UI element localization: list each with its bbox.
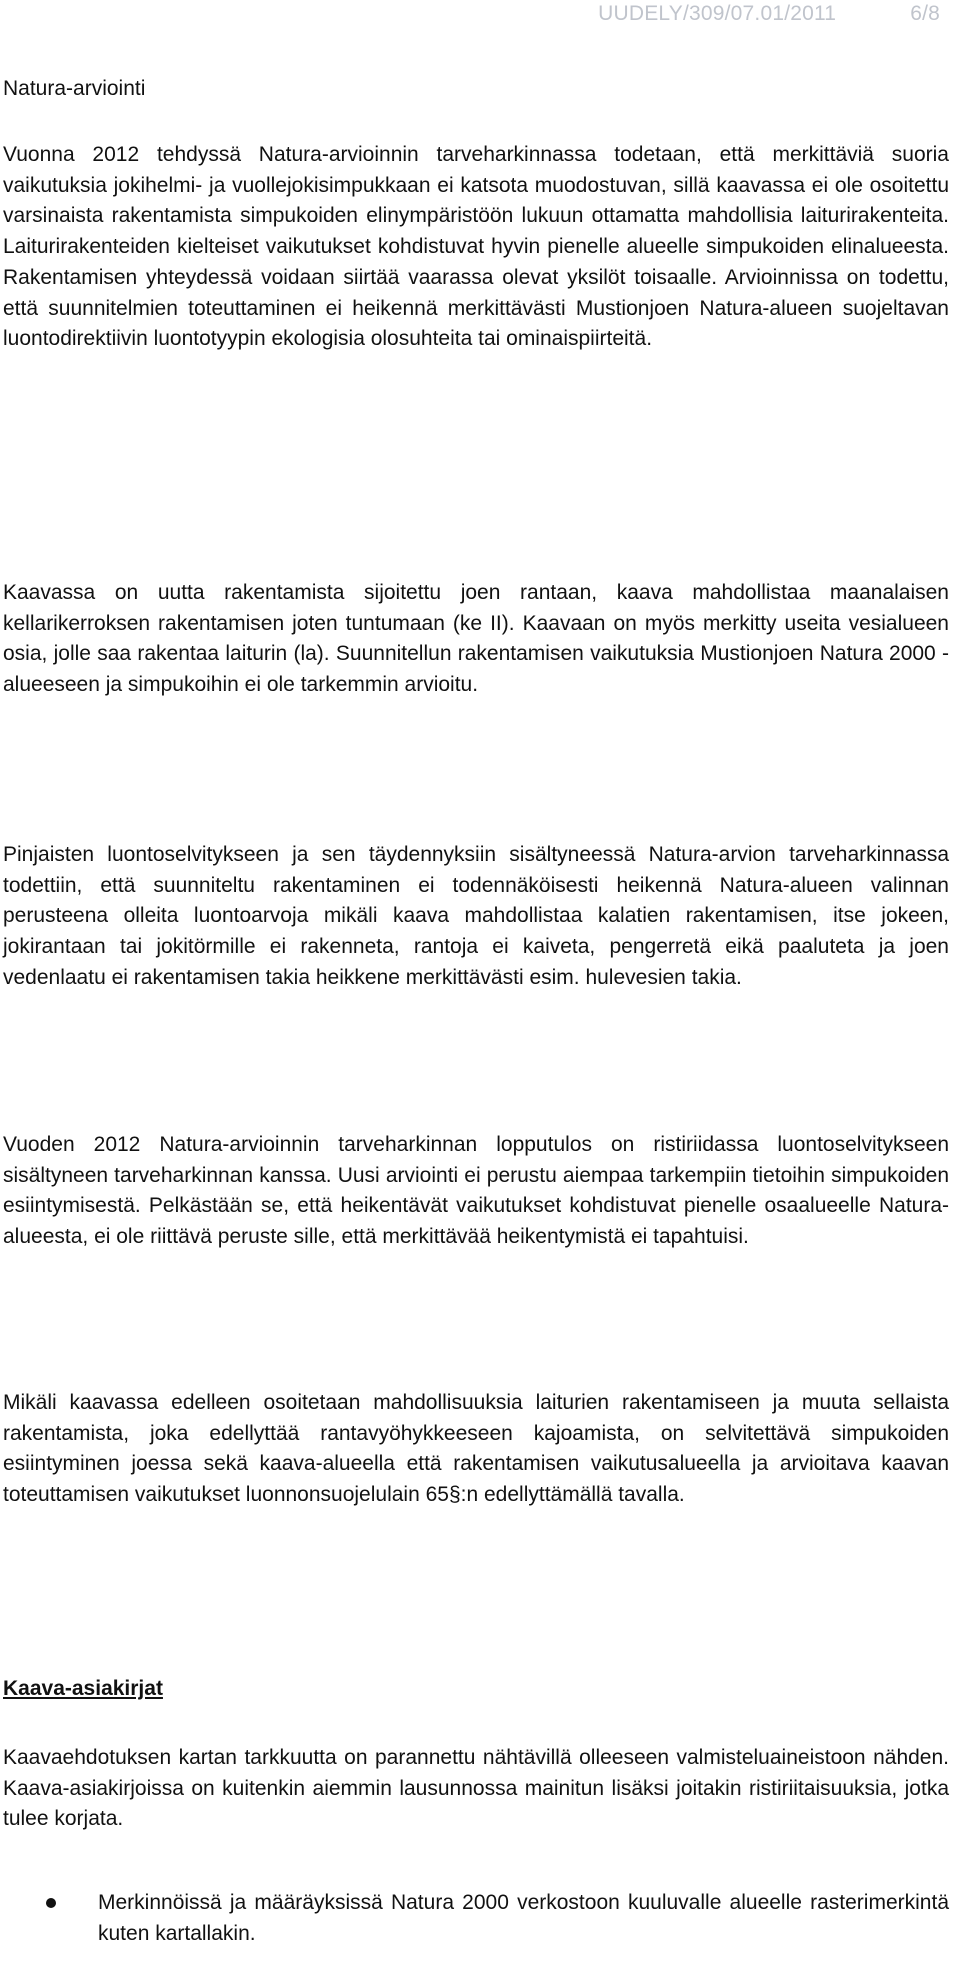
bullet-icon bbox=[46, 1898, 56, 1908]
bullet-list bbox=[0, 1888, 949, 1949]
list-item bbox=[0, 1888, 949, 1949]
subheading-kaava-asiakirjat: Kaava-asiakirjat bbox=[3, 1677, 163, 1700]
paragraph-natura-assessment: Vuonna 2012 tehdyssä Natura-arvioinnin tarveharkinnassa todetaan, että merkittäviä suoria vaikutuksia jokihelmi- ja vuollejokisimpukkaan ei katsota muodostuvan, sillä kaavassa ei ole osoitettu varsinaista rakentamista simpukoiden elinympäristöön lukuun ottamatta mahdollisia laiturirakenteita. Laiturirakenteiden kielteiset vaikutukset kohdistuvat hyvin pienelle alueelle simpukoiden elinalueesta. Rakentamisen yhteydessä voidaan siirtää vaarassa olevat yksilöt toisaalle. Arvioinnissa on todettu, että suunnitelmien toteuttaminen ei heikennä merkittävästi Mustionjoen Natura-alueen suojeltavan luontodirektiivin luontotyypin ekologisia olosuhteita tai ominaispiirteitä. bbox=[3, 143, 949, 351]
page-header bbox=[598, 2, 940, 26]
paragraph-assessment-conflict: Vuoden 2012 Natura-arvioinnin tarveharkinnan lopputulos on ristiriidassa luontoselvitykseen sisältyneen tarveharkinnan kanssa. Uusi arviointi ei perustu aiempaa tarkempiin tietoihin simpukoiden esiintymisestä. Pelkästään se, että heikentävät vaikutukset kohdistuvat pienelle osaalueelle Natura-alueesta, ei ole riittävä peruste sille, että merkittävää heikentymistä ei tapahtuisi. bbox=[3, 1133, 949, 1249]
page-number: 6/8 bbox=[910, 2, 940, 25]
document-reference: UUDELY/309/07.01/2011 bbox=[598, 2, 837, 25]
paragraph-plan-documents: Kaavaehdotuksen kartan tarkkuutta on parannettu nähtävillä olleeseen valmisteluaineistoon nähden. Kaava-asiakirjoissa on kuitenkin aiemmin lausunnossa mainitun lisäksi joitakin ristiriitaisuuksia, jotka tulee korjata. bbox=[3, 1746, 949, 1831]
paragraph-new-construction: Kaavassa on uutta rakentamista sijoitettu joen rantaan, kaava mahdollistaa maanalaisen kellarikerroksen rakentamisen joten tuntumaan (ke II). Kaavaan on myös merkitty useita vesialueen osia, jolle saa rakentaa laiturin (la). Suunnitellun rakentamisen vaikutuksia Mustionjoen Natura 2000 -alueeseen ja simpukoihin ei ole tarkemmin arvioitu. bbox=[3, 581, 949, 697]
paragraph-nature-survey: Pinjaisten luontoselvitykseen ja sen täydennyksiin sisältyneessä Natura-arvion tarveharkinnassa todettiin, että suunniteltu rakentaminen ei todennäköisesti heikennä Natura-alueen valinnan perusteena olleita luontoarvoja mikäli kaava mahdollistaa kalatien rakentamisen, itse jokeen, jokirantaan tai jokitörmille ei rakenneta, rantoja ei kaiveta, pengerretä eikä paaluteta ja joen vedenlaatu ei rakentamisen takia heikkene merkittävästi esim. hulevesien takia. bbox=[3, 843, 949, 989]
paragraph-requirements: Mikäli kaavassa edelleen osoitetaan mahdollisuuksia laiturien rakentamiseen ja muuta sellaista rakentamista, joka edellyttää rantavyöhykkeeseen kajoamista, on selvitettävä simpukoiden esiintyminen joessa sekä kaava-alueella että rakentamisen vaikutusalueella ja arvioitava kaavan toteuttamisen vaikutukset luonnonsuojelulain 65§:n edellyttämällä tavalla. bbox=[3, 1391, 949, 1507]
section-title: Natura-arviointi bbox=[3, 77, 146, 100]
list-item-text: Merkinnöissä ja määräyksissä Natura 2000 verkostoon kuuluvalle alueelle rasterimerkintä kuten kartallakin. bbox=[98, 1891, 949, 1945]
